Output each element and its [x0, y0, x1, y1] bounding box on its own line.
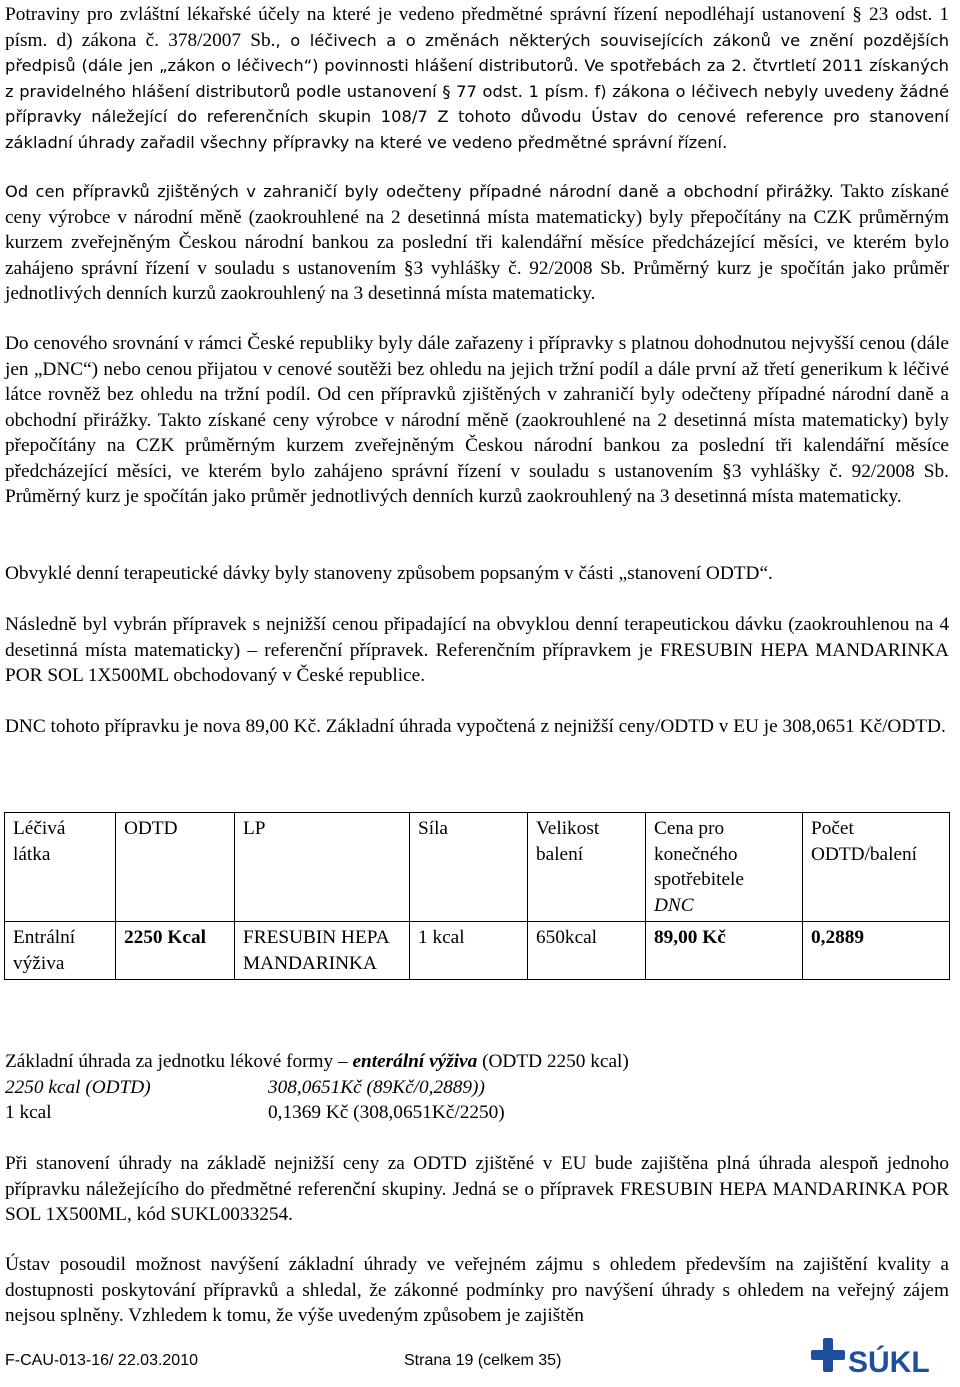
paragraph-public-interest: Ústav posoudil možnost navýšení základní úhrady ve veřejném zájmu s ohledem především na zajištění kvality a dostupnosti poskytování přípravků a shledal, že zákonné podmínky pro navýšení úhrady s ohledem na veřejný zájem nejsou splněny. Vzhledem k tomu, že výše uvedeným způsobem je zajištěn [5, 1254, 949, 1326]
calc-heading-emphasis: enterální výživa [352, 1051, 478, 1072]
table-header-cell: Síla [410, 813, 528, 922]
table-header-cell: LP [235, 813, 410, 922]
logo-text: SÚKL [848, 1346, 930, 1379]
paragraph-odtd: Obvyklé denní terapeutické dávky byly stanoveny způsobem popsaným v části „stanovení ODTD“. [5, 563, 773, 584]
table-cell: 650kcal [528, 922, 646, 980]
table-header-cell: Velikost balení [528, 813, 646, 922]
paragraph-dnc: DNC tohoto přípravku je nova 89,00 Kč. Základní úhrada vypočtená z nejnižší ceny/ODTD v EU je 308,0651 Kč/ODTD. [5, 716, 946, 737]
calc-kcal-label: 1 kcal [5, 1102, 52, 1123]
table-header-cell: ODTD [116, 813, 235, 922]
table-header-cell: Léčivá látka [5, 813, 116, 922]
table-header-cell [646, 813, 803, 922]
paragraph-part-sans: Od cen přípravků zjištěných v zahraničí byly odečteny případné národní daně a obchodní přirážky. [5, 182, 834, 201]
paragraph-part-serif: Potraviny pro zvláštní lékařské účely na které je vedeno předmětné správní řízení nepodléhají ustanovení § 23 odst. 1 písm. d) zákona č. 378/2007 Sb. [5, 4, 949, 51]
sukl-logo [808, 1330, 954, 1380]
paragraph-czech-comparison: Do cenového srovnání v rámci České republiky byly dále zařazeny i přípravky s platnou dohodnutou nejvyšší cenou (dále jen „DNC“) nebo cenou přijatou v cenové soutěži bez ohledu na jejich tržní podíl a dále první až třetí generikum k léčivé látce rovněž bez ohledu na tržní podíl. Od cen přípravků zjištěných v zahraničí byly odečteny případné národní daně a obchodní přirážky. Takto získané ceny výrobce v národní měně (zaokrouhlené na 2 desetinná místa matematicky) byly přepočítány na CZK průměrným kurzem zveřejněným Českou národní bankou za poslední tři kalendářní měsíce předcházející měsíci, ve kterém bylo zahájeno správní řízení v souladu s ustanovením §3 vyhlášky č. 92/2008 Sb. Průměrný kurz je spočítán jako průměr jednotlivých denních kurzů zaokrouhlený na 3 desetinná místa matematicky. [5, 333, 949, 507]
calc-odtd-value: 308,0651Kč (89Kč/0,2889)) [268, 1077, 485, 1098]
paragraph-full-reimbursement: Při stanovení úhrady na základě nejnižší ceny za ODTD zjištěné v EU bude zajištěna plná úhrada alespoň jednoho přípravku náležejícího do předmětné referenční skupiny. Jedná se o přípravek FRESUBIN HEPA MANDARINKA POR SOL 1X500ML, kód SUKL0033254. [5, 1153, 949, 1225]
price-header-label: Cena pro konečného spotřebitele [654, 818, 744, 890]
table-row [5, 922, 950, 980]
dnc-header-label: DNC [654, 894, 694, 916]
footer-form-code: F-CAU-013-16/ 22.03.2010 [5, 1352, 198, 1369]
table-cell: FRESUBIN HEPA MANDARINKA [235, 922, 410, 980]
paragraph-reference-product: Následně byl vybrán přípravek s nejnižší cenou připadající na obvyklou denní terapeutickou dávku (zaokrouhlenou na 4 desetinná místa matematicky) – referenční přípravek. Referenčním přípravkem je FRESUBIN HEPA MANDARINKA POR SOL 1X500ML obchodovaný v České republice. [5, 614, 949, 686]
table-cell: Entrální výživa [5, 922, 116, 980]
footer-page-number: Strana 19 (celkem 35) [404, 1352, 562, 1369]
logo-cross-icon [811, 1338, 845, 1372]
calc-kcal-value: 0,1369 Kč (308,0651Kč/2250) [268, 1102, 505, 1123]
table-cell: 89,00 Kč [646, 922, 803, 980]
calculation-heading [5, 1049, 629, 1075]
table-header-cell: Počet ODTD/balení [803, 813, 950, 922]
table-cell: 1 kcal [410, 922, 528, 980]
paragraph-part-serif: Takto získané ceny výrobce v národní měně (zaokrouhlené na 2 desetinná místa matematicky) byly přepočítány na CZK průměrným kurzem zveřejněným Českou národní bankou za poslední tři kalendářní měsíce předcházející měsíci, ve kterém bylo zahájeno správní řízení v souladu s ustanovením §3 vyhlášky č. 92/2008 Sb. Průměrný kurz je spočítán jako průměr jednotlivých denních kurzů zaokrouhlený na 3 desetinná místa matematicky. [5, 181, 949, 304]
paragraph-part-sans: , o léčivech a o změnách některých souvisejících zákonů ve znění pozdějších předpisů (dále jen „zákon o léčivech“) povinnosti hlášení distributorů. Ve spotřebách za 2. čtvrtletí 2011 získaných z pravidelného hlášení distributorů podle ustanovení § 77 odst. 1 písm. f) zákona o léčivech nebyly uvedeny žádné přípravky náležející do referenčních skupin 108/7 Z tohoto důvodu Ústav do cenové reference pro stanovení základní úhrady zařadil všechny přípravky na které ve vedeno předmětné správní řízení. [5, 30, 950, 152]
paragraph-distributor-reports [5, 2, 949, 155]
reference-table [4, 812, 950, 980]
calc-heading-text: Základní úhrada za jednotku lékové formy – [5, 1051, 353, 1072]
table-cell: 0,2889 [803, 922, 950, 980]
paragraph-foreign-prices [5, 179, 949, 307]
table-header-row [5, 813, 950, 922]
table-cell: 2250 Kcal [116, 922, 235, 980]
calc-heading-suffix: (ODTD 2250 kcal) [477, 1051, 629, 1072]
calc-odtd-label: 2250 kcal (ODTD) [5, 1077, 151, 1098]
